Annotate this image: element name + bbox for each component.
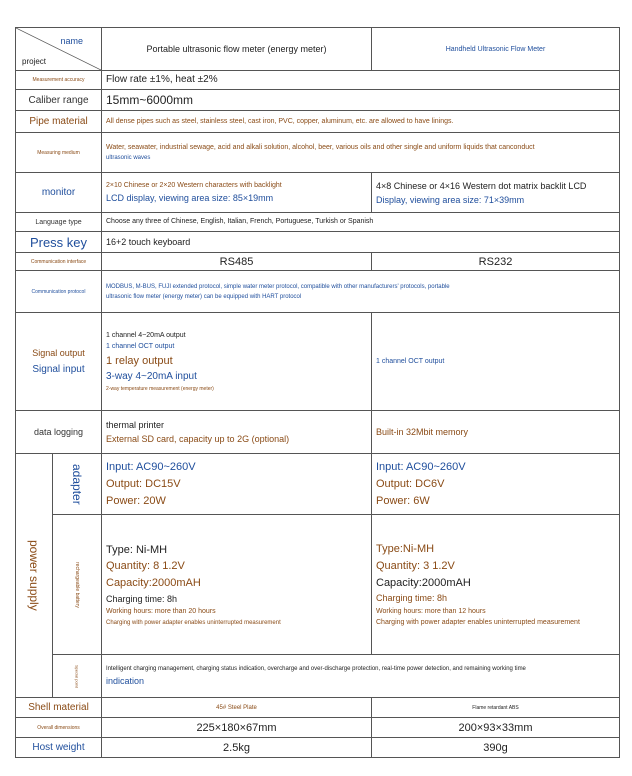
- value-monitor-handheld: [372, 173, 620, 213]
- row-overall-dimensions: [16, 718, 620, 738]
- value-logging-portable: [102, 411, 372, 454]
- battery-handheld-1: Type:Ni-MH: [376, 542, 435, 555]
- spec-sheet: [15, 27, 619, 758]
- battery-portable-4: Charging time: 8h: [106, 594, 178, 605]
- value-weight-portable: 2.5kg: [102, 738, 372, 758]
- battery-portable-2: Quantity: 8 1.2V: [106, 560, 185, 573]
- label-adapter: adapter: [70, 463, 84, 505]
- label-power-supply-cell: [16, 454, 53, 698]
- value-shell-portable: 45# Steel Plate: [102, 698, 372, 718]
- row-shell-material: [16, 698, 620, 718]
- row-press-key: [16, 232, 620, 253]
- label-caliber-range: Caliber range: [16, 90, 102, 111]
- value-monitor-portable: [102, 173, 372, 213]
- logging-portable-2: External SD card, capacity up to 2G (optional): [106, 434, 290, 445]
- protocol-line-2: ultrasonic flow meter (energy meter) can be equipped with HART protocol: [106, 293, 302, 300]
- label-signal-output: Signal output: [32, 348, 85, 359]
- value-measurement-accuracy: Flow rate ±1%, heat ±2%: [102, 71, 620, 90]
- adapter-portable-3: Power: 20W: [106, 494, 166, 507]
- header-portable: Portable ultrasonic flow meter (energy meter): [102, 28, 372, 71]
- row-pipe-material: [16, 111, 620, 133]
- label-battery: rechargeable battery: [74, 561, 80, 608]
- label-pipe-material: Pipe material: [16, 111, 102, 133]
- monitor-portable-2: LCD display, viewing area size: 85×19mm: [106, 193, 274, 204]
- corner-project: project: [22, 57, 47, 66]
- label-signal: [16, 313, 102, 411]
- value-dimensions-handheld: 200×93×33mm: [372, 718, 620, 738]
- value-weight-handheld: 390g: [372, 738, 620, 758]
- value-measuring-medium: [102, 133, 620, 173]
- label-shell-material: Shell material: [16, 698, 102, 718]
- special-line-1: Intelligent charging management, charging status indication, overcharge and over-discharge protection, real-time power detection, and remaining working time: [106, 666, 526, 673]
- monitor-portable-1: 2×10 Chinese or 2×20 Western characters with backlight: [106, 181, 282, 189]
- signal-portable-5: 2-way temperature measurement (energy meter): [106, 385, 214, 392]
- value-press-key: 16+2 touch keyboard: [102, 232, 620, 253]
- corner-cell: [16, 28, 102, 71]
- value-pipe-material: All dense pipes such as steel, stainless steel, cast iron, PVC, copper, aluminum, etc. are allowed to have linings.: [102, 111, 620, 133]
- label-signal-input: Signal input: [32, 364, 85, 376]
- label-measuring-medium: Measuring medium: [16, 133, 102, 173]
- battery-handheld-2: Quantity: 3 1.2V: [376, 559, 455, 572]
- battery-handheld-5: Working hours: more than 12 hours: [376, 607, 486, 615]
- value-shell-handheld: Flame retardant ABS: [372, 698, 620, 718]
- battery-handheld-6: Charging with power adapter enables uninterrupted measurement: [376, 619, 580, 627]
- label-language-type: Language type: [16, 213, 102, 232]
- monitor-handheld-1: 4×8 Chinese or 4×16 Western dot matrix backlit LCD: [376, 180, 587, 191]
- header-handheld: Handheld Ultrasonic Flow Meter: [372, 28, 620, 71]
- value-adapter-portable: [102, 454, 372, 515]
- monitor-handheld-2: Display, viewing area size: 71×39mm: [376, 194, 525, 205]
- value-interface-handheld: RS232: [372, 253, 620, 271]
- label-measurement-accuracy: Measurement accuracy: [16, 71, 102, 90]
- adapter-handheld-3: Power: 6W: [376, 494, 430, 507]
- label-press-key: Press key: [16, 232, 102, 253]
- row-monitor: [16, 173, 620, 213]
- value-battery-portable: [102, 515, 372, 655]
- row-communication-protocol: [16, 271, 620, 313]
- logging-portable-1: thermal printer: [106, 420, 165, 431]
- label-host-weight: Host weight: [16, 738, 102, 758]
- row-power-battery: [16, 515, 620, 655]
- adapter-handheld-1: Input: AC90~260V: [376, 460, 466, 473]
- signal-portable-4: 3-way 4~20mA input: [106, 371, 197, 383]
- label-adapter-cell: [53, 454, 102, 515]
- label-communication-interface: Communication interface: [16, 253, 102, 271]
- row-power-special: [16, 655, 620, 698]
- value-interface-portable: RS485: [102, 253, 372, 271]
- label-special-cell: [53, 655, 102, 698]
- battery-portable-3: Capacity:2000mAH: [106, 577, 201, 590]
- label-battery-cell: [53, 515, 102, 655]
- value-special: [102, 655, 620, 698]
- label-data-logging: data logging: [16, 411, 102, 454]
- label-special: Special point: [74, 664, 80, 688]
- row-measurement-accuracy: [16, 71, 620, 90]
- row-caliber-range: [16, 90, 620, 111]
- row-communication-interface: [16, 253, 620, 271]
- row-data-logging: [16, 411, 620, 454]
- special-line-2: indication: [106, 676, 145, 687]
- row-language-type: [16, 213, 620, 232]
- battery-portable-5: Working hours: more than 20 hours: [106, 608, 216, 616]
- value-battery-handheld: [372, 515, 620, 655]
- value-dimensions-portable: 225×180×67mm: [102, 718, 372, 738]
- header-row: [16, 28, 620, 71]
- value-caliber-range: 15mm~6000mm: [102, 90, 620, 111]
- value-language-type: Choose any three of Chinese, English, Italian, French, Portuguese, Turkish or Spanish: [102, 213, 620, 232]
- protocol-line-1: MODBUS, M-BUS, FUJI extended protocol, simple water meter protocol, compatible with other manufacturers' protocols, portable: [106, 283, 450, 290]
- value-communication-protocol: [102, 271, 620, 313]
- adapter-portable-2: Output: DC15V: [106, 477, 181, 490]
- value-signal-portable: [102, 313, 372, 411]
- value-signal-handheld: 1 channel OCT output: [372, 313, 620, 411]
- medium-line-1: Water, seawater, industrial sewage, acid and alkali solution, alcohol, beer, various oils and other single and uniform liquids that canconduct: [106, 143, 535, 151]
- adapter-portable-1: Input: AC90~260V: [106, 460, 196, 473]
- row-signal: [16, 313, 620, 411]
- signal-portable-1: 1 channel 4~20mA output: [106, 331, 186, 339]
- row-power-adapter: [16, 454, 620, 515]
- battery-handheld-3: Capacity:2000mAH: [376, 576, 471, 589]
- row-host-weight: [16, 738, 620, 758]
- battery-handheld-4: Charging time: 8h: [376, 593, 448, 604]
- label-overall-dimensions: Overall dimensions: [16, 718, 102, 738]
- label-communication-protocol: Communication protocol: [16, 271, 102, 313]
- value-logging-handheld: Built-in 32Mbit memory: [372, 411, 620, 454]
- adapter-handheld-2: Output: DC6V: [376, 477, 445, 490]
- label-power-supply: power supply: [27, 540, 41, 612]
- battery-portable-1: Type: Ni-MH: [106, 543, 168, 556]
- corner-name: name: [60, 36, 83, 46]
- spec-table: [15, 27, 620, 758]
- battery-portable-6: Charging with power adapter enables uninterrupted measurement: [106, 619, 281, 626]
- label-monitor: monitor: [16, 173, 102, 213]
- medium-line-2: ultrasonic waves: [106, 155, 151, 162]
- signal-portable-3: 1 relay output: [106, 354, 173, 367]
- row-measuring-medium: [16, 133, 620, 173]
- value-adapter-handheld: [372, 454, 620, 515]
- signal-portable-2: 1 channel OCT output: [106, 343, 175, 351]
